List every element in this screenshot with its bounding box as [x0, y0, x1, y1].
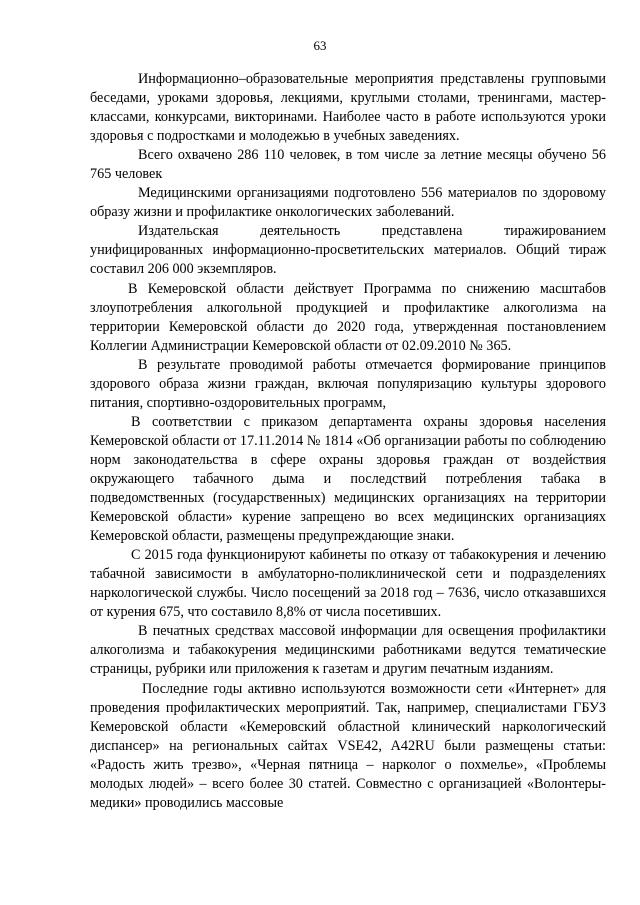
paragraph-publishing: Издательская деятельность представлена тиражированием унифицированных информационно-просветительских материалов. Общий тираж составил 206 000 экземпляров. — [90, 223, 606, 278]
paragraph-healthy-lifestyle: В результате проводимой работы отмечается формирование принципов здорового образа жизни граждан, включая популяризацию культуры здорового питания, спортивно-оздоровительных программ, — [90, 356, 606, 411]
document-body — [90, 70, 606, 813]
paragraph-materials-prepared: Медицинскими организациями подготовлено 556 материалов по здоровому образу жизни и профилактике онкологических заболеваний. — [90, 185, 606, 221]
paragraph-internet: Последние годы активно используются возможности сети «Интернет» для проведения профилактических мероприятий. Так, например, специалистами ГБУЗ Кемеровской области «Кемеровский областной клинический наркологический диспансер» на региональных сайтах VSE42, A42RU были размещены статьи: «Радость жить трезво», «Черная пятница – нарколог о похмелье», «Проблемы молодых людей» – всего более 30 статей. Совместно с организацией «Волонтеры-медики» проводились массовые — [90, 680, 606, 811]
paragraph-alcohol-program: В Кемеровской области действует Программа по снижению масштабов злоупотребления алкогольной продукцией и профилактике алкоголизма на территории Кемеровской области до 2020 года, утвержденная постановлением Коллегии Администрации Кемеровской области от 02.09.2010 № 365. — [90, 280, 606, 354]
page-number: 63 — [313, 38, 327, 53]
paragraph-cessation-offices: С 2015 года функционируют кабинеты по отказу от табакокурения и лечению табачной зависимости в амбулаторно-поликлинической сети и подразделениях наркологической службы. Число посещений за 2018 год – 7636, число отказавшихся от курения 675, что составило 8,8% от числа посетивших. — [90, 547, 606, 621]
paragraph-coverage: Всего охвачено 286 110 человек, в том числе за летние месяцы обучено 56 765 человек — [90, 147, 606, 183]
paragraph-smoking-order: В соответствии с приказом департамента охраны здоровья населения Кемеровской области от 17.11.2014 № 1814 «Об организации работы по соблюдению норм законодательства в сфере охраны здоровья граждан от воздействия окружающего табачного дыма и последствий потребления табака в подведомственных (государственных) медицинских организациях на территории Кемеровской области» курение запрещено во всех медицинских организациях Кемеровской области, размещены предупреждающие знаки. — [90, 413, 606, 545]
paragraph-information-events: Информационно–образовательные мероприятия представлены групповыми беседами, уроками здоровья, лекциями, круглыми столами, тренингами, мастер-классами, конкурсами, викторинами. Наиболее часто в работе используются уроки здоровья с подростками и молодежью в учебных заведениях. — [90, 71, 606, 145]
paragraph-print-media: В печатных средствах массовой информации для освещения профилактики алкоголизма и табакокурения медицинскими работниками ведутся тематические страницы, рубрики или приложения к газетам и другим печатным изданиям. — [90, 623, 606, 678]
